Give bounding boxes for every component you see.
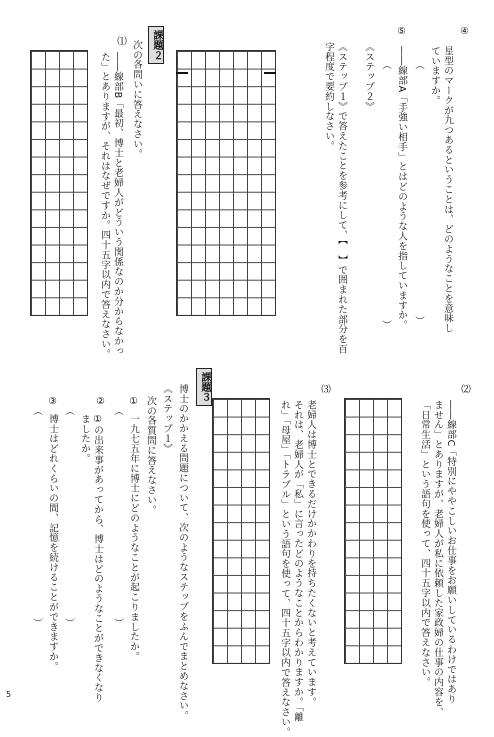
q4-number: ④: [459, 26, 470, 38]
step2-answer-grid[interactable]: [176, 50, 276, 316]
step1-intro: 次の各質問に答えなさい。: [145, 396, 156, 515]
s1-q1-paren-close: ）: [112, 618, 123, 628]
s1-q3-text: 博士はどれくらいの間、記憶を続けることができますか。: [47, 414, 58, 672]
grid-start-mark: [264, 72, 276, 74]
q2-answer-grid[interactable]: [344, 398, 402, 664]
s1-q3-paren-open: （: [31, 406, 42, 416]
k2-q1-number: ⑴: [115, 36, 126, 46]
kadai3-intro: 博士のかかえる問題について、次のようなステップをふんでまとめなさい。: [177, 384, 188, 721]
q4-answer-paren-open: （: [413, 60, 424, 70]
q5-text: ――線部A「手強い相手」とはどのような人を指していますか。: [396, 46, 407, 331]
s1-q2-paren-open: （: [63, 406, 74, 416]
k2-q1-text: ――線部B「最初、博士と老婦人がどういう関係なのか分からなかっ た」とありますが、それはなぜですか。四十五字以内で答えなさい。: [99, 52, 123, 359]
s1-q2-paren-close: ）: [63, 618, 74, 628]
step2-heading: 《ステップ２》: [363, 42, 374, 112]
q3-number: ⑶: [319, 384, 330, 394]
q5-answer-paren-close: ）: [380, 320, 391, 330]
q5-answer-paren-open: （: [380, 60, 391, 70]
page-number: 5: [6, 690, 12, 699]
q5-number: ⑤: [396, 26, 407, 38]
q3-text: 老婦人は博士とできるだけかかわりを持ちたくないと考えています。 それは、老婦人が「私」に言ったどのようなことからわかりますか。「離 れ」「母屋」「トラブル」という語句を使って、四十五字以内で答えなさい。: [279, 400, 316, 737]
s1-q2-text: ①の出来事があってから、博士はどのようなことができなくなり ましたか。: [79, 414, 103, 703]
kadai3-tag: 課題３: [196, 368, 212, 406]
step1-heading: 《ステップ１》: [161, 384, 172, 454]
q4-text: 星型のマークが九つあるということは、どのようなことを意味し ていますか。: [429, 46, 453, 334]
s1-q1-paren-open: （: [112, 406, 123, 416]
k2-q1-answer-grid[interactable]: [30, 50, 88, 316]
step2-instruction: 《ステップ１》で答えたことを参考にして、【 】で囲まれた部分を百 字程度で要約しなさい。: [323, 42, 347, 354]
s1-q3-number: ③: [47, 396, 58, 408]
q4-answer-paren-close: ）: [413, 316, 424, 326]
s1-q2-number: ②: [95, 396, 106, 408]
s1-q1-text: 一九七五年に博士にどのようなことが起こりましたか。: [128, 414, 139, 662]
q3-answer-grid[interactable]: [212, 398, 270, 664]
grid-start-mark: [176, 72, 188, 74]
s1-q3-paren-close: ）: [31, 618, 42, 628]
kadai2-tag: 課題２: [148, 26, 164, 64]
q2-number: ⑵: [459, 384, 470, 394]
s1-q1-number: ①: [128, 396, 139, 408]
kadai2-intro: 次の各問いに答えなさい。: [131, 40, 142, 159]
q2-text: ――線部C「特別にややこしいお仕事をお願いしているわけではあり ません」とありますが、老婦人が私に依頼した家政婦の仕事の内容を、 「日常生活」という語句を使って、四十五字以内で答えなさい。: [419, 400, 456, 717]
